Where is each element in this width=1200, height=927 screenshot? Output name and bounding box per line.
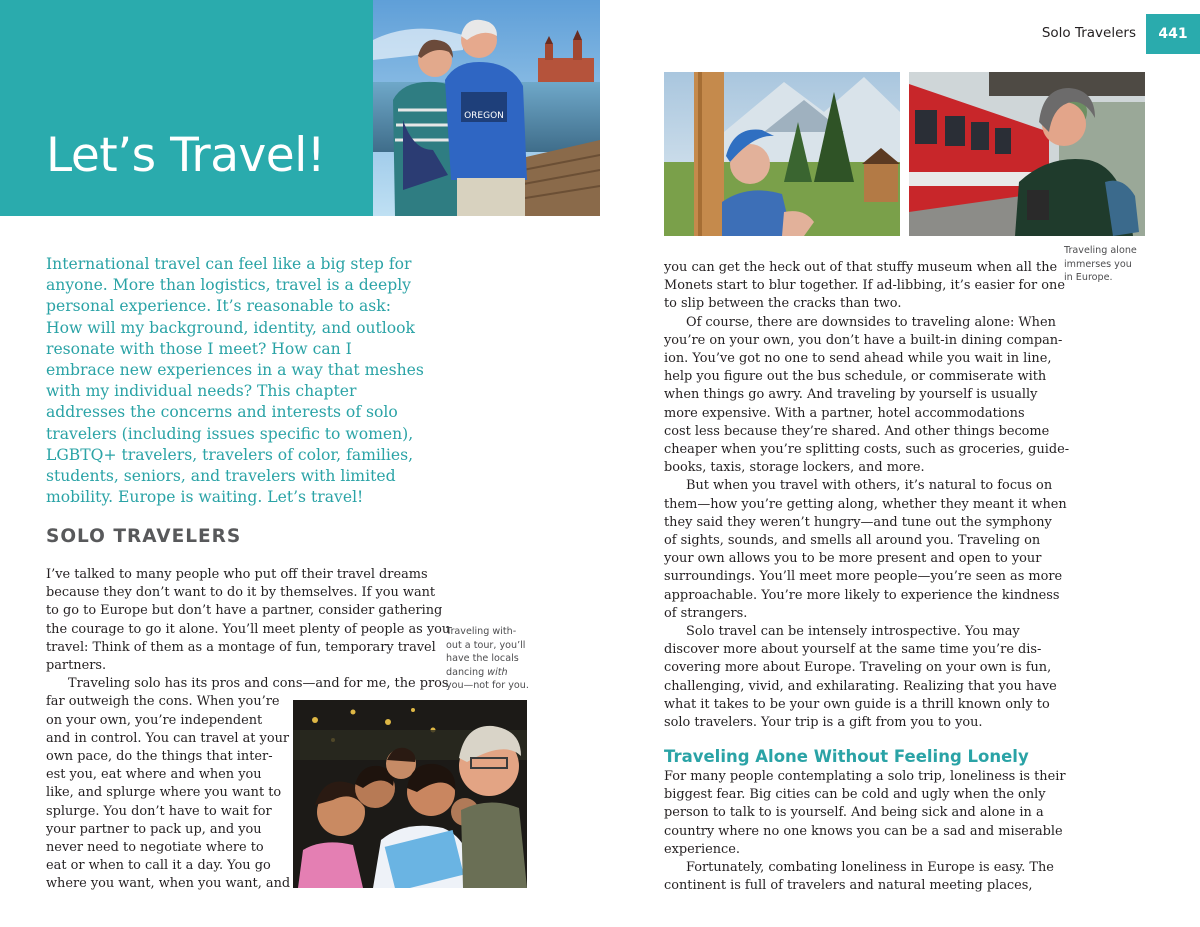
body-line: country where no one knows you can be a sad and miserable [664, 823, 1063, 839]
body-line: For many people contemplating a solo trip, loneliness is their [664, 769, 1066, 784]
body-line: on your own, you’re independent [46, 712, 263, 728]
body-line: help you figure out the bus schedule, or commiserate with [664, 369, 1047, 385]
body-line: your partner to pack up, and you [46, 821, 262, 837]
caption-line: Traveling alone [1064, 245, 1137, 256]
caption-line: you—not for you. [446, 680, 529, 691]
body-line: to slip between the cracks than two. [664, 296, 902, 312]
body-line: like, and splurge where you want to [46, 785, 282, 801]
body-line: person to talk to is yourself. And being sick and alone in a [664, 805, 1044, 821]
caption-text: dancing [446, 666, 488, 678]
body-line: more expensive. With a partner, hotel accommodations [664, 405, 1025, 421]
body-line: Traveling solo has its pros and cons—and for me, the pros [68, 676, 449, 692]
body-line: the courage to go it alone. You’ll meet plenty of people as you [46, 621, 451, 637]
caption-line: in Europe. [1064, 272, 1113, 283]
caption-emphasis: with [487, 666, 508, 678]
caption-locals-dancing [446, 625, 538, 693]
intro-paragraph: International travel can feel like a big step for anyone. More than logistics, travel is a deeply personal experience. It’s reasonable to ask: How will my background, identity, and outlook resonate with those I meet? How can I embrace new experiences in a way that meshes with my individual needs? This chapter addresses the concerns and interests of solo travelers (including issues specific to women), LGBTQ+ travelers, travelers of color, families, students, seniors, and travelers with limited mobility. Europe is waiting. Let’s travel! [46, 255, 424, 507]
body-line: cheaper when you’re splitting costs, such as groceries, guide- [664, 442, 1070, 458]
shirt-text: OREGON [464, 111, 504, 121]
body-line: own pace, do the things that inter- [46, 749, 273, 765]
body-line: But when you travel with others, it’s natural to focus on [686, 478, 1053, 494]
body-line: because they don’t want to do it by themselves. If you want [46, 585, 436, 601]
photo-locals-group [293, 700, 527, 888]
body-line: of strangers. [664, 605, 748, 621]
body-line: est you, eat where and when you [46, 767, 262, 783]
body-line: Solo travel can be intensely introspective. You may [686, 624, 1020, 640]
body-line: what it takes to be your own guide is a thrill known only to [664, 696, 1050, 712]
body-line: travel: Think of them as a montage of fun, temporary travel [46, 639, 436, 655]
photo-woman-mountains [664, 72, 900, 236]
body-line: you’re on your own, you don’t have a built-in dining compan- [664, 332, 1063, 348]
body-line: ion. You’ve got no one to send ahead while you wait in line, [664, 351, 1052, 367]
body-line: of sights, sounds, and smells all around you. Traveling on [664, 533, 1041, 549]
body-line: eat or when to call it a day. You go [46, 858, 271, 874]
body-line: far outweigh the cons. When you’re [46, 694, 280, 710]
body-line: cost less because they’re shared. And other things become [664, 423, 1050, 439]
body-line: them—how you’re getting along, whether they meant it when [664, 496, 1067, 512]
body-line: solo travelers. Your trip is a gift from you to you. [664, 715, 983, 731]
body-line: surroundings. You’ll meet more people—you’re seen as more [664, 569, 1063, 585]
caption-line: immerses you [1064, 258, 1132, 270]
body-line: your own allows you to be more present and open to your [664, 551, 1042, 567]
body-line: discover more about yourself at the same time you’re dis- [664, 642, 1042, 658]
body-line: Of course, there are downsides to traveling alone: When [686, 314, 1056, 330]
body-line: they said they weren’t hungry—and tune out the symphony [664, 514, 1052, 530]
right-body-text-continued [664, 768, 1066, 895]
body-line: to go to Europe but don’t have a partner, consider gathering [46, 603, 443, 619]
caption-line: Traveling with- [446, 626, 517, 637]
body-line: splurge. You don’t have to wait for [46, 803, 272, 819]
section-heading: SOLO TRAVELERS [46, 526, 242, 547]
body-line: continent is full of travelers and natural meeting places, [664, 878, 1033, 894]
body-line: covering more about Europe. Traveling on your own is fun, [664, 660, 1052, 676]
body-line: biggest fear. Big cities can be cold and ugly when the only [664, 787, 1046, 803]
body-line: partners. [46, 658, 107, 674]
photo-couple-castle [373, 0, 600, 216]
body-line: when things go awry. And traveling by yourself is usually [664, 387, 1038, 403]
body-line: where you want, when you want, and [46, 876, 291, 892]
running-head: Solo Travelers [1041, 25, 1136, 41]
caption-line [446, 666, 538, 680]
body-line: experience. [664, 841, 740, 857]
page-number: 441 [1146, 14, 1200, 54]
body-line: I’ve talked to many people who put off their travel dreams [46, 567, 428, 582]
right-body-text [664, 259, 1069, 732]
body-line: approachable. You’re more likely to experience the kindness [664, 587, 1060, 603]
body-line: Monets start to blur together. If ad-libbing, it’s easier for one [664, 278, 1065, 294]
body-line: challenging, vivid, and exhilarating. Realizing that you have [664, 678, 1057, 694]
body-line: you can get the heck out of that stuffy museum when all the [664, 260, 1058, 275]
subsection-heading: Traveling Alone Without Feeling Lonely [664, 747, 1029, 766]
chapter-title-block [0, 0, 373, 216]
body-line: Fortunately, combating loneliness in Europe is easy. The [686, 860, 1054, 876]
body-line: never need to negotiate where to [46, 840, 264, 856]
caption-line: out a tour, you’ll [446, 639, 526, 651]
caption-traveling-alone [1064, 244, 1174, 285]
body-line: books, taxis, storage lockers, and more. [664, 460, 925, 476]
caption-line: have the locals [446, 653, 519, 664]
body-line: and in control. You can travel at your [46, 730, 290, 746]
photo-woman-train [909, 72, 1145, 236]
chapter-title: Let’s Travel! [46, 128, 326, 183]
